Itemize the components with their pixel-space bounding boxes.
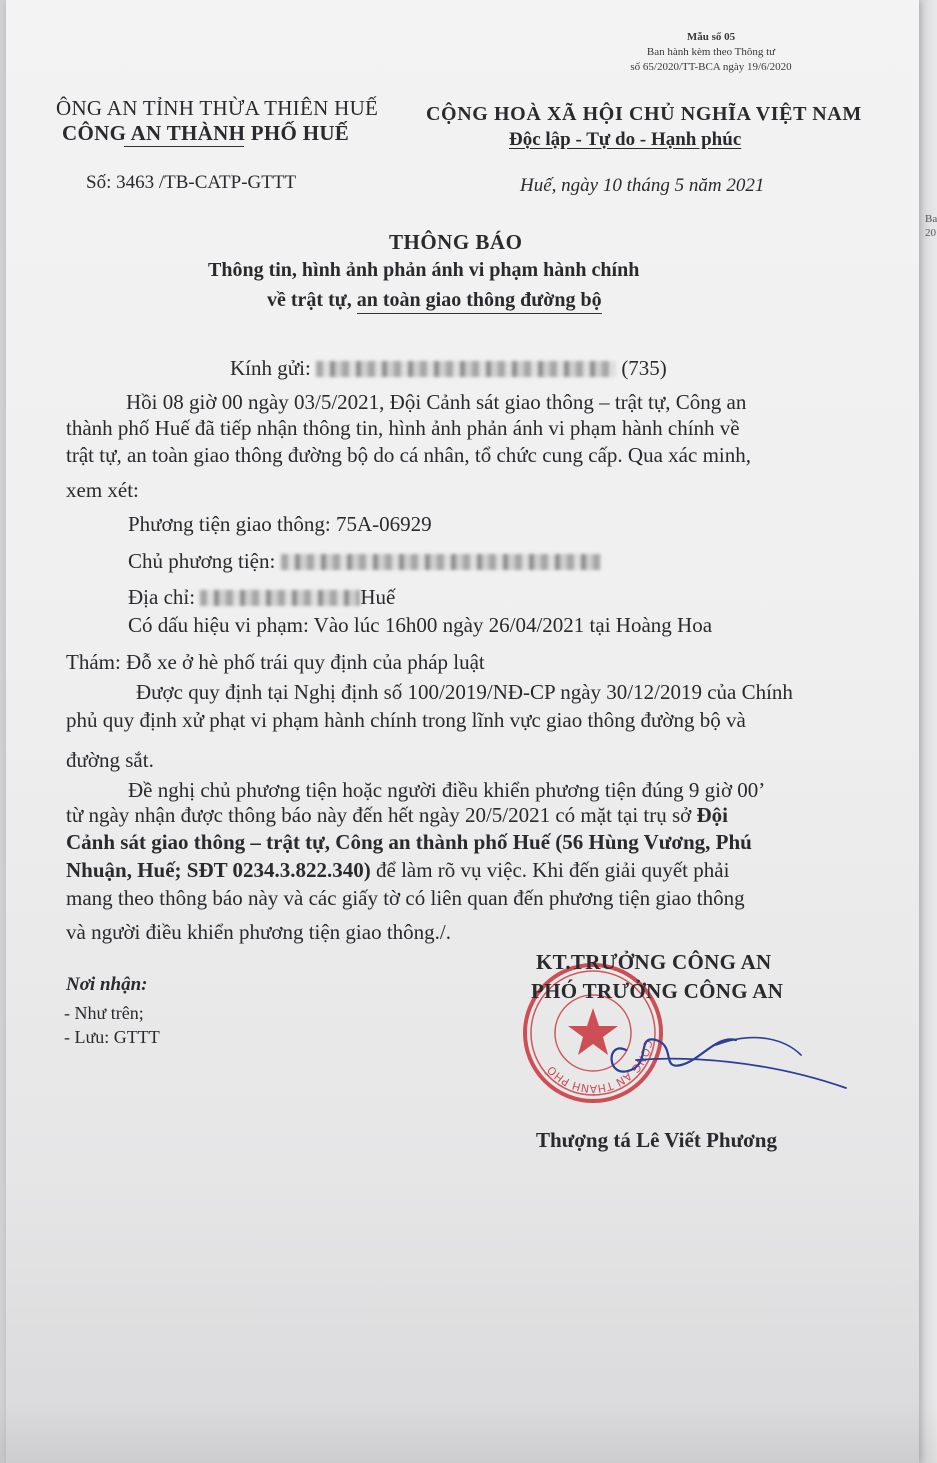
recipient-line — [230, 356, 667, 381]
request-line-4-text: để làm rõ vụ việc. Khi đến giải quyết phải — [370, 858, 730, 882]
recipient-label: Kính gửi: — [230, 356, 311, 380]
document-title: THÔNG BÁO — [389, 230, 523, 254]
form-reference — [591, 30, 831, 75]
recipient-item-1: - Như trên; — [64, 1003, 144, 1023]
request-line-4 — [66, 858, 729, 883]
seal-text: CÔNG AN THÀNH PHỐ — [544, 1038, 655, 1096]
legal-line-2: phủ quy định xử phạt vi phạm hành chính trong lĩnh vực giao thông đường bộ và — [66, 708, 746, 732]
signatory-capacity: KT.TRƯỞNG CÔNG AN — [536, 950, 772, 974]
request-line-4-bold: Nhuận, Huế; SĐT 0234.3.822.340) — [66, 858, 371, 882]
request-line-3: Cảnh sát giao thông – trật tự, Công an thành phố Huế (56 Hùng Vương, Phú — [66, 830, 752, 854]
request-line-6: và người điều khiển phương tiện giao thông./. — [66, 920, 452, 944]
recipients-title: Nơi nhận: — [66, 974, 148, 995]
vehicle-plate: Phương tiện giao thông: 75A-06929 — [128, 512, 432, 536]
subtitle-line-1: Thông tin, hình ảnh phản ánh vi phạm hành chính — [208, 259, 640, 281]
page-shadow — [0, 1403, 937, 1463]
document-page — [6, 0, 919, 1463]
place-date: Huế, ngày 10 tháng 5 năm 2021 — [520, 175, 765, 196]
paragraph-1-line-3: trật tự, an toàn giao thông đường bộ do cá nhân, tổ chức cung cấp. Qua xác minh, — [66, 443, 751, 467]
redacted-address — [200, 590, 360, 606]
legal-line-3: đường sắt. — [66, 748, 154, 772]
request-line-2 — [66, 803, 728, 828]
owner-line — [128, 549, 601, 574]
handwritten-signature — [566, 1010, 866, 1100]
paragraph-1-line-2: thành phố Huế đã tiếp nhận thông tin, hình ảnh phản ánh vi phạm hành chính về — [66, 416, 740, 440]
redacted-owner — [281, 554, 601, 570]
form-number: Mẫu số 05 — [686, 31, 736, 43]
subtitle-line-2 — [267, 289, 602, 312]
request-line-5: mang theo thông báo này và các giấy tờ có liên quan đến phương tiện giao thông — [66, 886, 745, 910]
violation-line-1: Có dấu hiệu vi phạm: Vào lúc 16h00 ngày 26/04/2021 tại Hoàng Hoa — [128, 613, 713, 637]
address-line — [128, 585, 395, 610]
form-circular: số 65/2020/TT-BCA ngày 19/6/2020 — [630, 61, 792, 73]
paragraph-1-line-1: Hồi 08 giờ 00 ngày 03/5/2021, Đội Cảnh sát giao thông – trật tự, Công an — [126, 390, 747, 414]
request-line-2-text: từ ngày nhận được thông báo này đến hết ngày 20/5/2021 có mặt tại trụ sở — [66, 803, 697, 827]
signatory-title: PHÓ TRƯỞNG CÔNG AN — [531, 979, 784, 1003]
subtitle-part-1: về trật tự, — [267, 289, 357, 311]
signer-name: Thượng tá Lê Viết Phương — [536, 1128, 777, 1152]
agency-name: CÔNG AN THÀNH PHỐ HUẾ — [62, 121, 350, 145]
underlying-page-text — [925, 212, 937, 240]
address-label: Địa chỉ: — [128, 585, 196, 609]
redacted-recipient — [316, 361, 616, 377]
recipient-suffix: (735) — [621, 356, 667, 380]
legal-line-1: Được quy định tại Nghị định số 100/2019/NĐ-CP ngày 30/12/2019 của Chính — [136, 680, 793, 704]
nation-heading: CỘNG HOÀ XÃ HỘI CHỦ NGHĨA VIỆT NAM — [426, 103, 862, 125]
request-line-2-bold: Đội — [696, 803, 729, 827]
paragraph-1-line-4: xem xét: — [66, 478, 139, 502]
edge-text-2: 20 — [925, 227, 936, 239]
recipient-item-2: - Lưu: GTTT — [64, 1027, 160, 1047]
agency-underline — [124, 146, 244, 147]
form-issued: Ban hành kèm theo Thông tư — [646, 46, 776, 58]
edge-text-1: Ba — [925, 213, 937, 225]
national-motto: Độc lập - Tự do - Hạnh phúc — [509, 129, 742, 150]
address-suffix: Huế — [360, 585, 396, 609]
owner-label: Chủ phương tiện: — [128, 549, 276, 573]
document-number: Số: 3463 /TB-CATP-GTTT — [86, 172, 297, 193]
subtitle-part-2: an toàn giao thông đường bộ — [357, 289, 602, 314]
request-line-1: Đề nghị chủ phương tiện hoặc người điều khiển phương tiện đúng 9 giờ 00’ — [128, 778, 766, 802]
violation-line-2: Thám: Đỗ xe ở hè phố trái quy định của pháp luật — [66, 650, 485, 674]
agency-parent: ÔNG AN TỈNH THỪA THIÊN HUẾ — [56, 96, 379, 120]
